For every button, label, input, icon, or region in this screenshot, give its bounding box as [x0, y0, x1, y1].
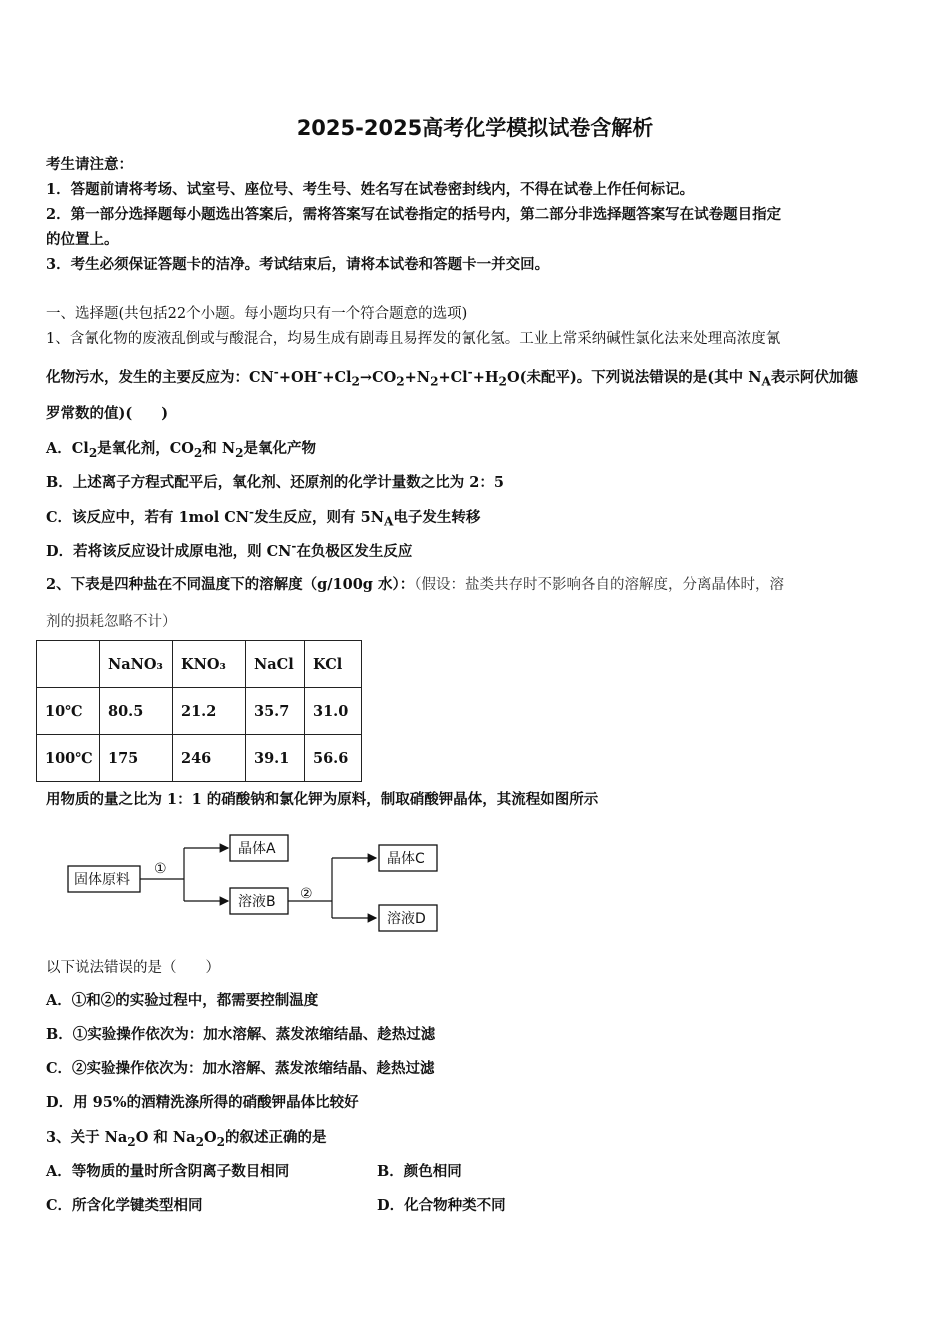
q2-stem-line2: 剂的损耗忽略不计） [46, 614, 177, 630]
notice-heading: 考生请注意： [46, 156, 133, 173]
table-cell: 31.0 [305, 688, 362, 735]
q3-option-b: B．颜色相同 [377, 1163, 462, 1180]
flow-step1-label: ① [154, 861, 167, 877]
q2-option-d: D．用 95%的酒精洗涤所得的硝酸钾晶体比较好 [46, 1094, 359, 1111]
q1-stem-line1: 1、含氰化物的废液乱倒或与酸混合，均易生成有剧毒且易挥发的氰化氢。工业上常采纳碱性氯化法来处理高浓度氰 [46, 331, 781, 347]
notice-item: 的位置上。 [46, 231, 119, 248]
q1-stem-line2: 化物污水，发生的主要反应为：$CN^-+OH^-+Cl_2\to CO_2+N_2+Cl^-+H_2O$(未配平)。下列说法错误的是(其中 $N_A$表示阿伏加德 [46, 365, 858, 389]
q3-stem: 3、关于 $Na_2O$ 和 $Na_2O_2$的叙述正确的是 [46, 1129, 327, 1149]
table-cell: 175 [100, 735, 173, 782]
q2-question: 以下说法错误的是（ ） [46, 960, 220, 976]
table-cell: 10℃ [37, 688, 100, 735]
flow-step2-label: ② [300, 886, 313, 902]
page-title: 2025-2025高考化学模拟试卷含解析 [296, 116, 654, 140]
q1-option-b: B．上述离子方程式配平后，氧化剂、还原剂的化学计量数之比为 2：5 [46, 474, 504, 491]
table-cell: 39.1 [246, 735, 305, 782]
table-cell: 21.2 [173, 688, 246, 735]
table-header-cell: NaCl [246, 641, 305, 688]
q3-option-a: A．等物质的量时所含阴离子数目相同 [46, 1163, 290, 1180]
q1-option-d: D．若将该反应设计成原电池，则 CN-在负极区发生反应 [46, 539, 413, 560]
q2-option-b: B．①实验操作依次为：加水溶解、蒸发浓缩结晶、趁热过滤 [46, 1026, 436, 1043]
process-flow-diagram [60, 826, 460, 942]
q3-option-c: C．所含化学键类型相同 [46, 1197, 203, 1214]
flow-label-d: 溶液D [387, 911, 426, 927]
table-cell [37, 641, 100, 688]
table-row [37, 735, 362, 782]
solubility-table [36, 640, 362, 782]
q2-flow-intro: 用物质的量之比为 1：1 的硝酸钠和氯化钾为原料，制取硝酸钾晶体，其流程如图所示 [46, 791, 599, 808]
q2-option-a: A．①和②的实验过程中，都需要控制温度 [46, 992, 319, 1009]
q1-option-c: C．该反应中，若有 1mol CN-发生反应，则有 $5N_A$电子发生转移 [46, 505, 481, 529]
q1-option-a: A．$Cl_2$是氧化剂，$CO_2$和 $N_2$是氧化产物 [46, 440, 317, 460]
q2-stem-line1: 2、下表是四种盐在不同温度下的溶解度（g/100g 水）：（假设：盐类共存时不影响各自的溶解度，分离晶体时，溶 [46, 576, 784, 593]
section-heading: 一、选择题(共包括22个小题。每小题均只有一个符合题意的选项) [46, 306, 468, 322]
flow-label-b: 溶液B [238, 894, 276, 910]
q2-option-c: C．②实验操作依次为：加水溶解、蒸发浓缩结晶、趁热过滤 [46, 1060, 435, 1077]
table-cell: 80.5 [100, 688, 173, 735]
notice-item: 1．答题前请将考场、试室号、座位号、考生号、姓名写在试卷密封线内，不得在试卷上作任何标记。 [46, 181, 695, 198]
notice-item: 2．第一部分选择题每小题选出答案后，需将答案写在试卷指定的括号内，第二部分非选择题答案写在试卷题目指定 [46, 206, 782, 223]
flow-label-start: 固体原料 [74, 872, 130, 888]
table-cell: 246 [173, 735, 246, 782]
q1-stem-line3: 罗常数的值)( ) [46, 405, 169, 422]
table-header-cell: KNO₃ [173, 641, 246, 688]
q3-option-d: D．化合物种类不同 [377, 1197, 506, 1214]
table-cell: 35.7 [246, 688, 305, 735]
flow-label-c: 晶体C [387, 851, 425, 867]
notice-item: 3．考生必须保证答题卡的洁净。考试结束后，请将本试卷和答题卡一并交回。 [46, 256, 550, 273]
table-header-cell: KCl [305, 641, 362, 688]
table-header-cell: NaNO₃ [100, 641, 173, 688]
table-cell: 100℃ [37, 735, 100, 782]
flow-label-a: 晶体A [238, 841, 276, 857]
table-header-row [37, 641, 362, 688]
table-row [37, 688, 362, 735]
table-cell: 56.6 [305, 735, 362, 782]
